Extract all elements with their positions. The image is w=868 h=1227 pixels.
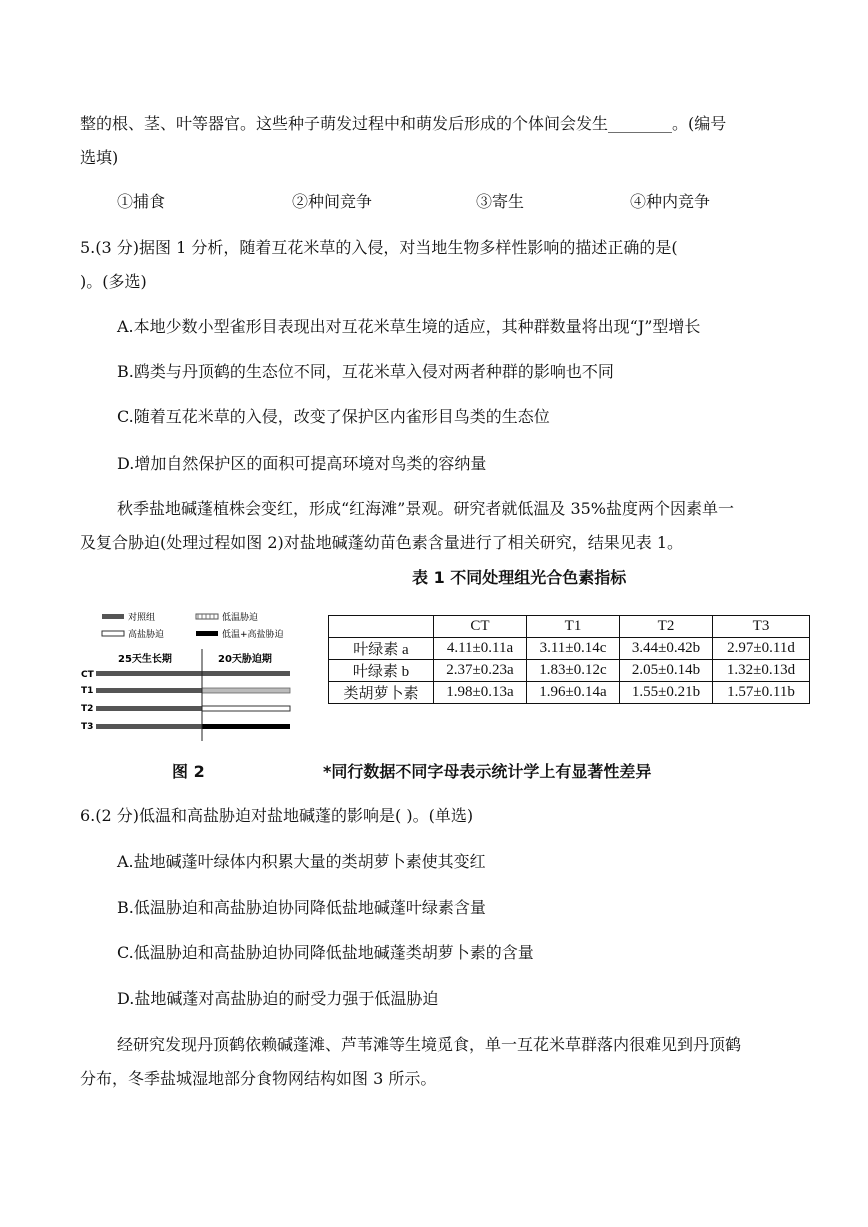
figure-2-diagram <box>78 605 308 745</box>
legend-swatch-cold <box>196 614 218 619</box>
table-cell: 1.96±0.14a <box>527 682 620 704</box>
table-header-cell: T2 <box>620 616 713 638</box>
table-cell: 1.98±0.13a <box>434 682 527 704</box>
q4-option-1: ①捕食 <box>117 192 166 211</box>
row-label-t1: T1 <box>81 686 94 696</box>
passage2-line-1: 经研究发现丹顶鹤依赖碱蓬滩、芦苇滩等生境觅食，单一互花米草群落内很难见到丹顶鹤 <box>117 1035 742 1054</box>
q6-option-a: A.盐地碱蓬叶绿体内积累大量的类胡萝卜素使其变红 <box>117 852 486 871</box>
table-cell: 3.44±0.42b <box>620 638 713 660</box>
q5-stem-1: 5.(3 分)据图 1 分析，随着互花米草的入侵，对当地生物多样性影响的描述正确的是( <box>80 238 678 257</box>
q6-stem: 6.(2 分)低温和高盐胁迫对盐地碱蓬的影响是( )。(单选) <box>80 806 474 825</box>
passage1-line-1: 秋季盐地碱蓬植株会变红，形成“红海滩”景观。研究者就低温及 35%盐度两个因素单一 <box>117 499 735 518</box>
q4-option-2: ②种间竞争 <box>292 192 373 211</box>
q6-option-c: C.低温胁迫和高盐胁迫协同降低盐地碱蓬类胡萝卜素的含量 <box>117 943 534 962</box>
legend-swatch-control <box>102 614 124 619</box>
table-cell: 1.83±0.12c <box>527 660 620 682</box>
table-cell: 2.97±0.11d <box>713 638 810 660</box>
legend-swatch-salt <box>102 631 124 636</box>
table-cell: 叶绿素 a <box>329 638 434 660</box>
phase-growth-label: 25天生长期 <box>118 654 172 665</box>
table-row <box>329 638 810 660</box>
pigment-table <box>328 615 810 704</box>
row-label-t2: T2 <box>81 704 94 714</box>
table-row <box>329 682 810 704</box>
q6-option-d: D.盐地碱蓬对高盐胁迫的耐受力强于低温胁迫 <box>117 989 439 1008</box>
bar-t1-growth <box>96 688 202 693</box>
intro-line-2: 选填) <box>80 148 119 167</box>
bar-t3-growth <box>96 724 202 729</box>
q5-option-d: D.增加自然保护区的面积可提高环境对鸟类的容纳量 <box>117 454 487 473</box>
q6-option-b: B.低温胁迫和高盐胁迫协同降低盐地碱蓬叶绿素含量 <box>117 898 486 917</box>
table-header-cell: T1 <box>527 616 620 638</box>
bar-ct-stress <box>202 671 290 676</box>
table-cell: 1.55±0.21b <box>620 682 713 704</box>
legend-control: 对照组 <box>128 613 156 623</box>
bar-t1-stress <box>202 688 290 693</box>
table-cell: 2.05±0.14b <box>620 660 713 682</box>
q5-option-c: C.随着互花米草的入侵，改变了保护区内雀形目鸟类的生态位 <box>117 407 550 426</box>
table-header-cell: CT <box>434 616 527 638</box>
intro-line-1: 整的根、茎、叶等器官。这些种子萌发过程中和萌发后形成的个体间会发生________。(编号 <box>80 114 727 133</box>
table-note: *同行数据不同字母表示统计学上有显著性差异 <box>323 762 652 781</box>
table-cell: 4.11±0.11a <box>434 638 527 660</box>
table-cell: 1.57±0.11b <box>713 682 810 704</box>
q5-option-a: A.本地少数小型雀形目表现出对互花米草生境的适应，其种群数量将出现“J”型增长 <box>117 317 701 336</box>
bar-t2-growth <box>96 706 202 711</box>
bar-ct-growth <box>96 671 202 676</box>
legend-salt: 高盐胁迫 <box>128 630 165 640</box>
q5-stem-2: )。(多选) <box>80 272 147 291</box>
figure-2-caption: 图 2 <box>172 762 205 781</box>
table-header-cell <box>329 616 434 638</box>
table-cell: 叶绿素 b <box>329 660 434 682</box>
passage2-line-2: 分布，冬季盐城湿地部分食物网结构如图 3 所示。 <box>80 1069 437 1088</box>
table1-title: 表 1 不同处理组光合色素指标 <box>412 568 627 587</box>
table-header-cell: T3 <box>713 616 810 638</box>
legend-cold: 低温胁迫 <box>222 613 259 623</box>
table-header-row <box>329 616 810 638</box>
legend-swatch-combined <box>196 631 218 636</box>
passage1-line-2: 及复合胁迫(处理过程如图 2)对盐地碱蓬幼苗色素含量进行了相关研究，结果见表 1。 <box>80 533 684 552</box>
phase-stress-label: 20天胁迫期 <box>218 654 272 665</box>
row-label-ct: CT <box>81 670 94 680</box>
table-cell: 类胡萝卜素 <box>329 682 434 704</box>
q4-option-3: ③寄生 <box>476 192 525 211</box>
table-cell: 1.32±0.13d <box>713 660 810 682</box>
bar-t2-stress <box>202 706 290 711</box>
legend-combined: 低温+高盐胁迫 <box>222 630 284 640</box>
q5-option-b: B.鸥类与丹顶鹤的生态位不同，互花米草入侵对两者种群的影响也不同 <box>117 362 614 381</box>
bar-t3-stress <box>202 724 290 729</box>
table-cell: 3.11±0.14c <box>527 638 620 660</box>
q4-option-4: ④种内竞争 <box>630 192 711 211</box>
row-label-t3: T3 <box>81 722 94 732</box>
table-row <box>329 660 810 682</box>
table-cell: 2.37±0.23a <box>434 660 527 682</box>
